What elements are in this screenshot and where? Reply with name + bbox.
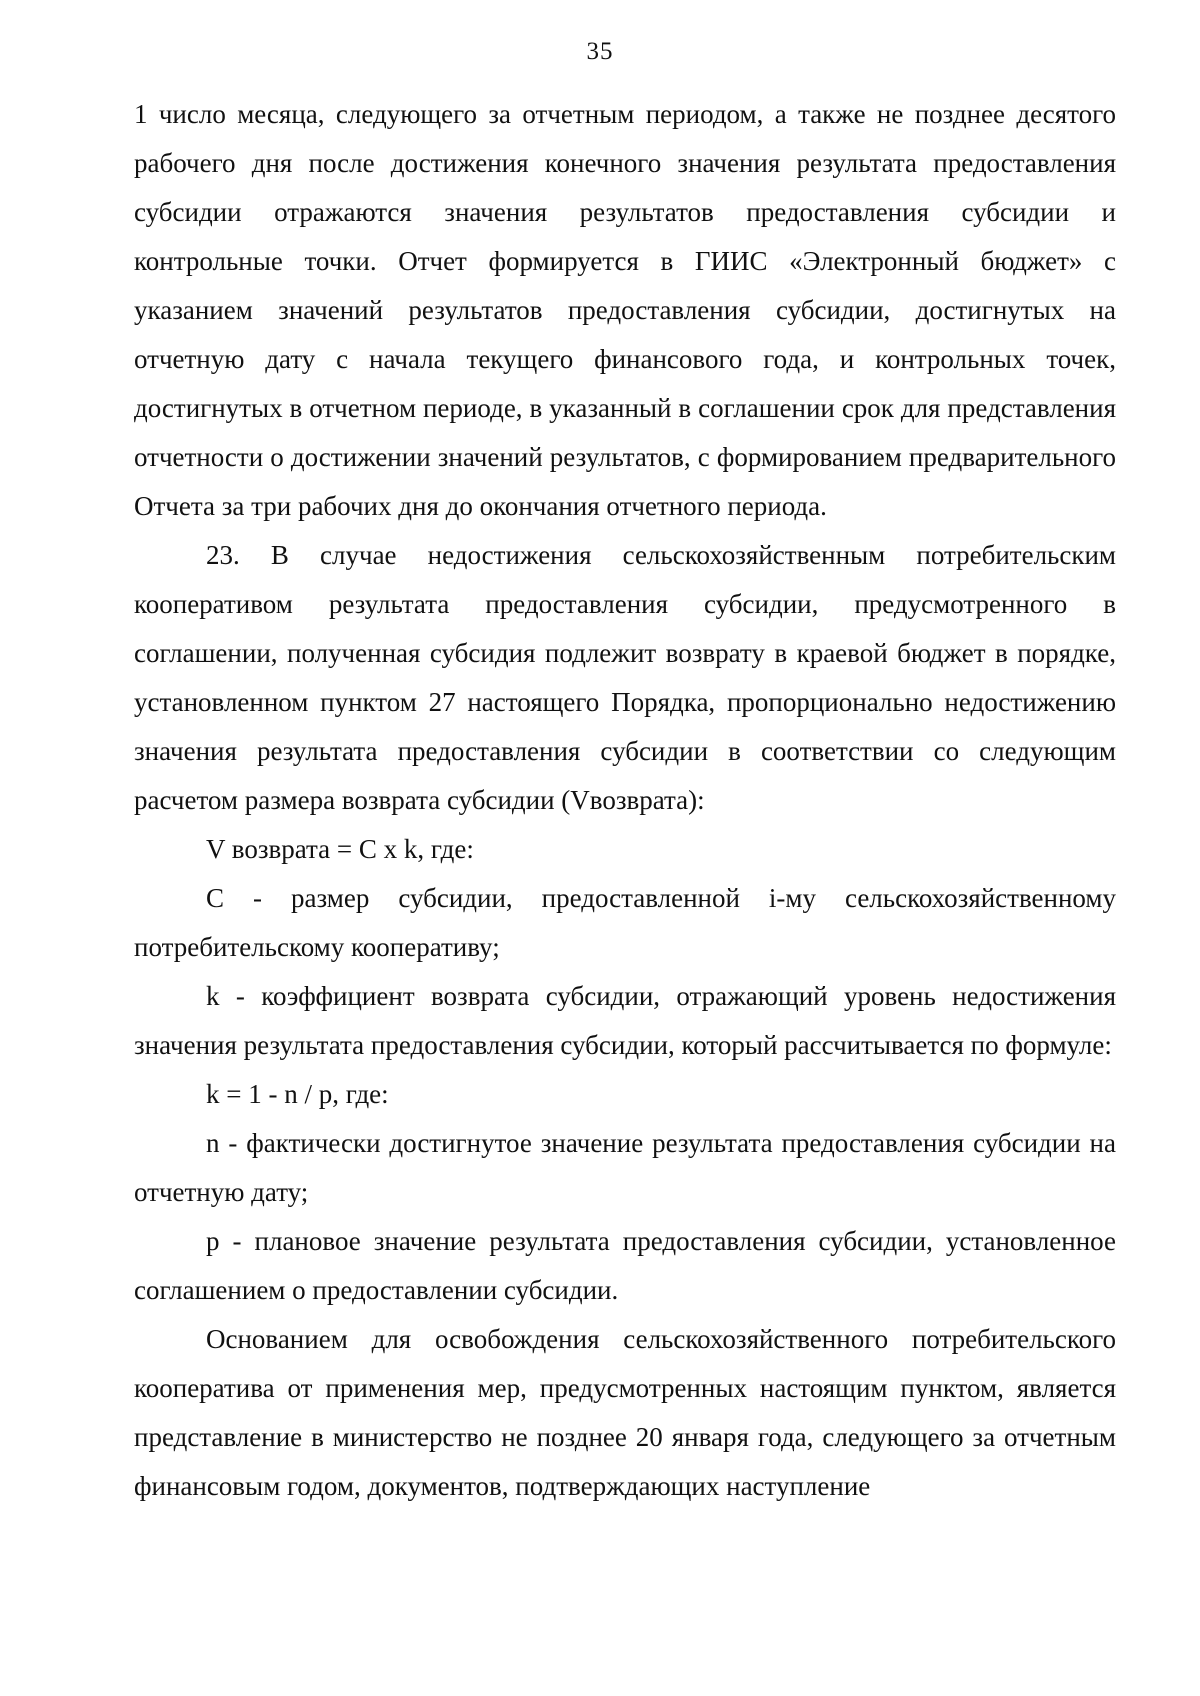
definition-k: k - коэффициент возврата субсидии, отражающий уровень недостижения значения результата предоставления субсидии, который рассчитывается по формуле: [134, 981, 1116, 1060]
paragraph-exemption-basis: Основанием для освобождения сельскохозяйственного потребительского кооператива от применения мер, предусмотренных настоящим пунктом, является представление в министерство не позднее 20 января года, следующего за отчетным финансовым годом, документов, подтверждающих наступление [134, 1324, 1116, 1501]
definition-n: n - фактически достигнутое значение результата предоставления субсидии на отчетную дату; [134, 1128, 1116, 1207]
formula-v-return: V возврата = C x k, где: [206, 834, 474, 864]
formula-k: k = 1 - n / p, где: [206, 1079, 389, 1109]
definition-c: C - размер субсидии, предоставленной i-му сельскохозяйственному потребительскому кооперативу; [134, 883, 1116, 962]
definition-p: p - плановое значение результата предоставления субсидии, установленное соглашением о предоставлении субсидии. [134, 1226, 1116, 1305]
page-number: 35 [586, 38, 614, 65]
document-body [134, 90, 1116, 1511]
paragraph-item-23: 23. В случае недостижения сельскохозяйственным потребительским кооперативом результата предоставления субсидии, предусмотренного в соглашении, полученная субсидия подлежит возврату в краевой бюджет в порядке, установленном пунктом 27 настоящего Порядка, пропорционально недостижению значения результата предоставления субсидии в соответствии со следующим расчетом размера возврата субсидии (Vвозврата): [134, 540, 1116, 815]
paragraph-report-continuation: 1 число месяца, следующего за отчетным периодом, а также не позднее десятого рабочего дня после достижения конечного значения результата предоставления субсидии отражаются значения результатов предоставления субсидии и контрольные точки. Отчет формируется в ГИИС «Электронный бюджет» с указанием значений результатов предоставления субсидии, достигнутых на отчетную дату с начала текущего финансового года, и контрольных точек, достигнутых в отчетном периоде, в указанный в соглашении срок для представления отчетности о достижении значений результатов, с формированием предварительного Отчета за три рабочих дня до окончания отчетного периода. [134, 99, 1116, 521]
